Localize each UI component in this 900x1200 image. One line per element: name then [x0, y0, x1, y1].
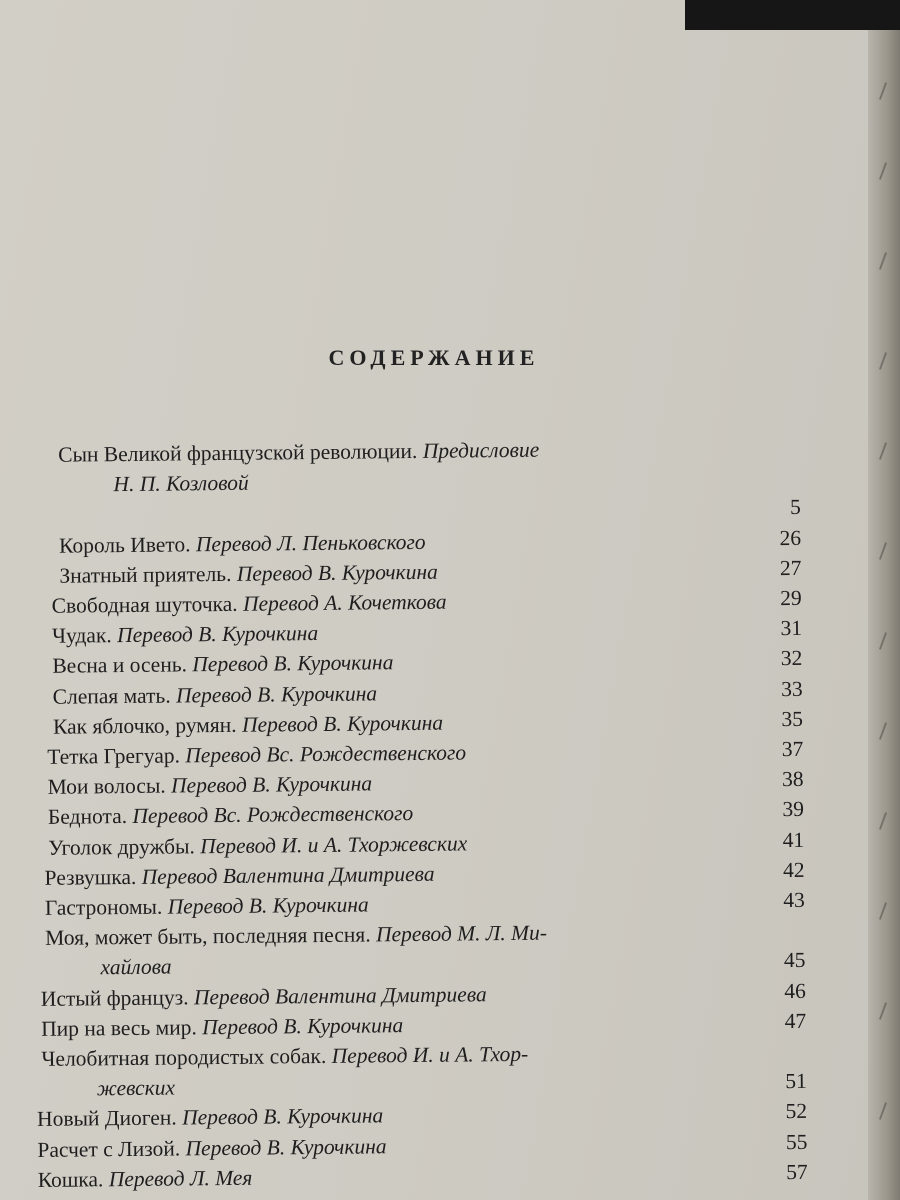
- toc-entry-title: Тетка Грегуар.: [47, 743, 181, 769]
- toc-page-number: 26: [779, 525, 802, 550]
- table-of-contents: [30, 432, 808, 1195]
- toc-entry-title: Истый француз.: [40, 985, 189, 1011]
- toc-entry-title: Весна и осень.: [52, 652, 188, 679]
- toc-page-number: 46: [784, 978, 806, 1003]
- toc-entry-title: Свободная шуточка.: [51, 591, 238, 618]
- toc-entry-translator: Перевод В. Курочкина: [181, 1103, 384, 1130]
- toc-entry-translator: Перевод В. Курочкина: [192, 650, 394, 677]
- page-title: СОДЕРЖАНИЕ: [328, 345, 540, 370]
- toc-page-number: 37: [781, 736, 804, 762]
- toc-entry-translator: Перевод И. и А. Тхор-: [331, 1041, 529, 1068]
- toc-entry-title: Знатный приятель.: [59, 561, 232, 588]
- toc-entry-translator: Перевод В. Курочкина: [175, 681, 378, 708]
- toc-page-number: 55: [785, 1129, 808, 1154]
- toc-entry-translator: Предисловие: [422, 437, 540, 463]
- toc-entry: [41, 1036, 807, 1104]
- toc-entry-continuation: Н. П. Козловой: [113, 470, 249, 497]
- toc-page-number: 41: [782, 827, 805, 852]
- background-shadow: [685, 0, 900, 30]
- toc-entry-title: Новый Диоген.: [36, 1105, 177, 1132]
- toc-entry: [58, 432, 801, 530]
- facing-page-edge: [868, 30, 900, 1200]
- toc-page-number: 29: [780, 585, 802, 611]
- toc-entry-title: Беднота.: [47, 804, 128, 830]
- toc-page-number: 57: [786, 1159, 808, 1184]
- toc-entry-title: Расчет с Лизой.: [37, 1136, 181, 1162]
- toc-entry-title: Сын Великой французской революции.: [58, 438, 418, 467]
- toc-page-number: 52: [785, 1099, 808, 1124]
- toc-page-number: 51: [785, 1069, 807, 1094]
- toc-page-number: 42: [782, 857, 805, 882]
- toc-page-number: 32: [780, 646, 803, 671]
- toc-entry-translator: Перевод В. Курочкина: [167, 892, 369, 919]
- toc-entry-translator: Перевод Валентина Дмитриева: [193, 981, 487, 1009]
- toc-entry-translator: Перевод Валентина Дмитриева: [141, 861, 435, 889]
- toc-entry-continuation: жевских: [96, 1075, 176, 1101]
- toc-entry: [45, 915, 806, 983]
- toc-entry-translator: Перевод А. Кочеткова: [242, 589, 447, 616]
- toc-entry-title: Кошка.: [37, 1167, 104, 1192]
- toc-page-number: 38: [781, 767, 804, 792]
- toc-entry-translator: Перевод М. Л. Ми-: [375, 920, 548, 947]
- toc-page-number: 31: [780, 616, 803, 641]
- toc-entry-line: [38, 1157, 763, 1195]
- toc-entry-title: Слепая мать.: [52, 683, 171, 709]
- toc-entry-title: Как яблочко, румян.: [52, 712, 237, 739]
- toc-entry-translator: Перевод В. Курочкина: [241, 710, 444, 737]
- toc-page-number: 5: [789, 495, 801, 520]
- toc-page-number: 39: [782, 797, 805, 822]
- toc-entry-translator: Перевод В. Курочкина: [116, 621, 319, 648]
- toc-entry-title: Чудак.: [51, 623, 112, 648]
- toc-entry-title: Гастрономы.: [44, 894, 163, 920]
- toc-entry-translator: Перевод В. Курочкина: [185, 1133, 387, 1161]
- toc-entry-title: Король Ивето.: [58, 531, 191, 558]
- toc-entry-translator: Перевод Л. Мея: [108, 1165, 253, 1192]
- toc-entry-translator: Перевод В. Курочкина: [170, 771, 373, 798]
- toc-entry-title: Моя, может быть, последняя песня.: [45, 922, 371, 951]
- toc-entry-translator: Перевод Вс. Рождественского: [185, 740, 467, 768]
- toc-entry-title: Уголок дружбы.: [48, 833, 195, 860]
- toc-page-number: 33: [781, 676, 803, 701]
- toc-entry-translator: Перевод Вс. Рождественского: [132, 801, 414, 829]
- toc-page-number: 27: [779, 555, 802, 580]
- toc-page-number: 43: [783, 887, 805, 913]
- toc-entry-title: Мои волосы.: [47, 773, 166, 800]
- toc-entry-title: Резвушка.: [44, 864, 137, 890]
- toc-page-number: 35: [781, 706, 804, 731]
- toc-entry-translator: Перевод В. Курочкина: [236, 559, 438, 586]
- toc-page-number: 47: [784, 1008, 807, 1033]
- toc-entry-translator: Перевод И. и А. Тхоржевских: [200, 831, 468, 858]
- toc-entry-translator: Перевод В. Курочкина: [202, 1012, 404, 1040]
- toc-page-number: 45: [783, 948, 806, 973]
- toc-entry-translator: Перевод Л. Пеньковского: [195, 529, 426, 556]
- toc-entry-continuation: хайлова: [100, 954, 172, 980]
- toc-entry-title: Челобитная породистых собак.: [41, 1043, 327, 1071]
- toc-entry-title: Пир на весь мир.: [41, 1015, 197, 1041]
